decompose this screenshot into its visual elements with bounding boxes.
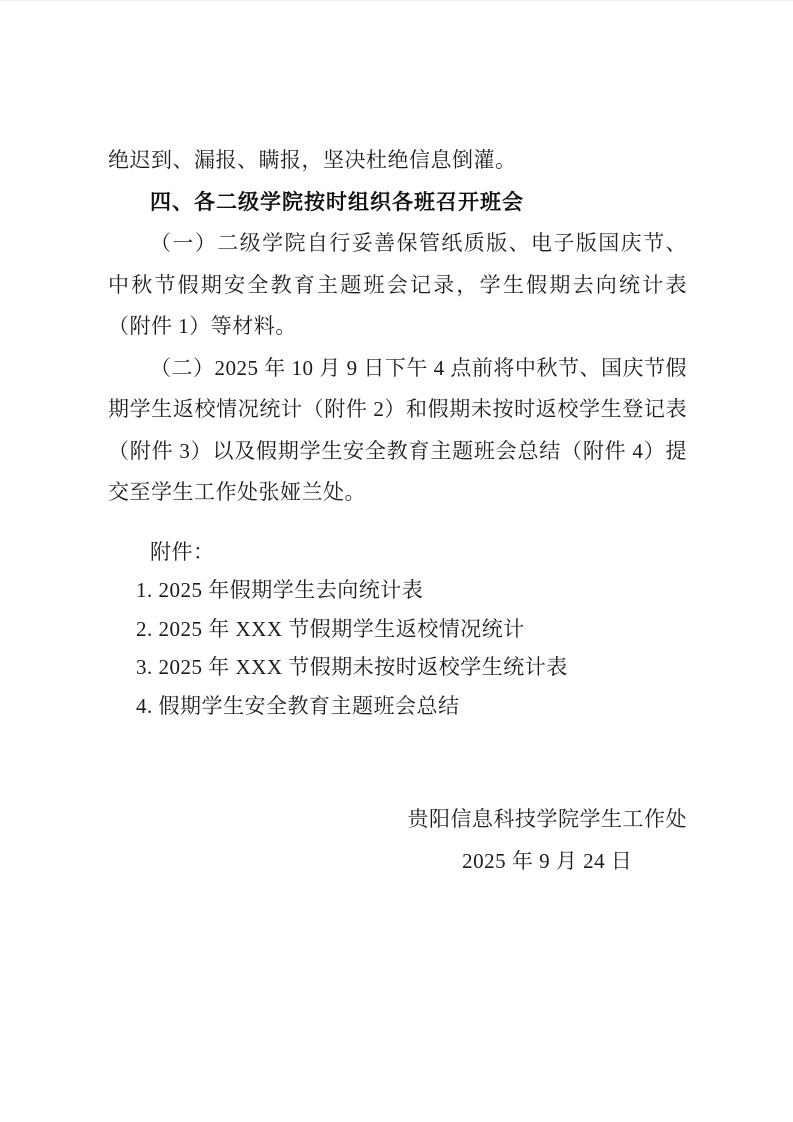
paragraph-1: （一）二级学院自行妥善保管纸质版、电子版国庆节、中秋节假期安全教育主题班会记录，学生假期去向统计表（附件 1）等材料。 [108,231,687,338]
signature-date: 2025 年 9 月 24 日 [462,848,633,873]
signature-inner [408,799,688,882]
attachment-item-3: 3. 2025 年 XXX 节假期未按时返校学生统计表 [136,655,568,679]
signature-block [108,799,687,882]
attachment-item-4: 4. 假期学生安全教育主题班会总结 [136,693,460,718]
attachment-item-2: 2. 2025 年 XXX 节假期学生返校情况统计 [136,616,525,641]
continuation-paragraph: 绝迟到、漏报、瞒报，坚决杜绝信息倒灌。 [108,148,517,172]
signature-organization: 贵阳信息科技学院学生工作处 [407,807,687,831]
section-heading: 四、各二级学院按时组织各班召开班会 [150,190,524,214]
paragraph-2: （二）2025 年 10 月 9 日下午 4 点前将中秋节、国庆节假期学生返校情况统计（附件 2）和假期未按时返校学生登记表（附件 3）以及假期学生安全教育主题班会总结（附件 4）提交至学生工作处张娅兰处。 [108,355,687,504]
attachments-section [108,533,687,726]
attachments-label: 附件： [150,539,215,564]
attachment-item-1: 1. 2025 年假期学生去向统计表 [136,578,424,602]
document-content [0,1,793,882]
